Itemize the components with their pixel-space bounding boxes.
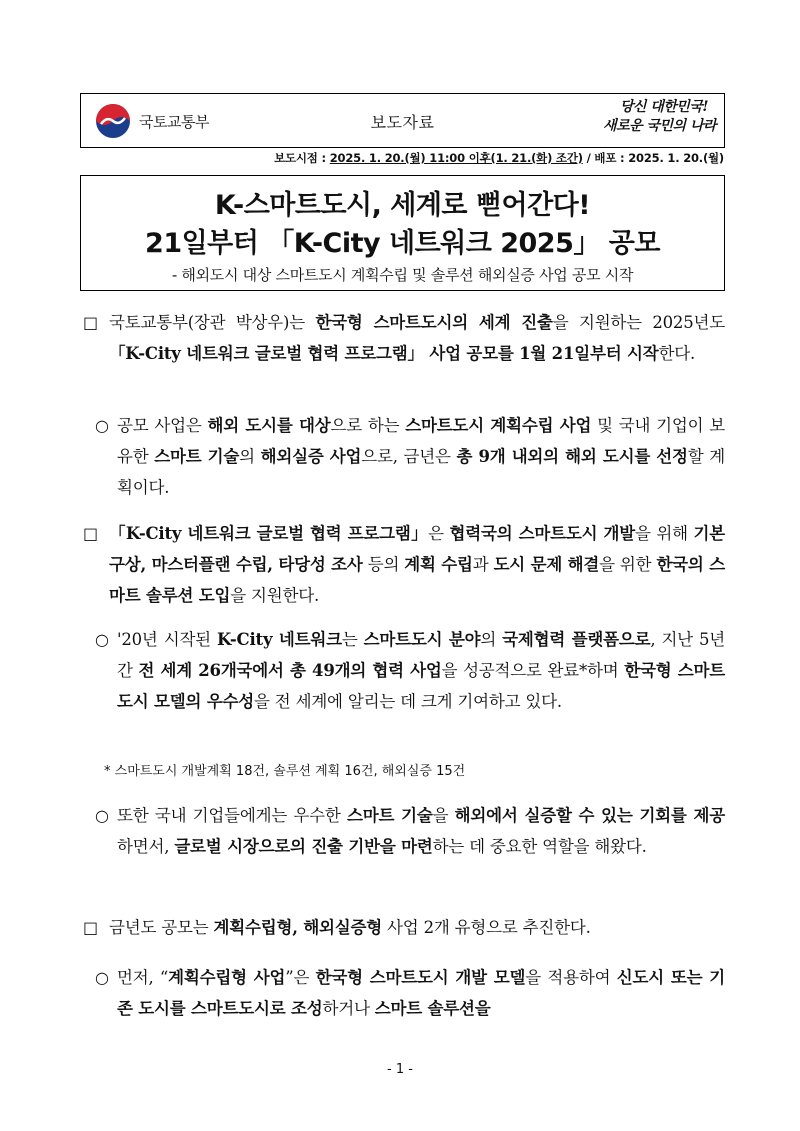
paragraph-1 bbox=[83, 307, 725, 369]
release-label: 보도시점 : bbox=[274, 151, 330, 165]
paragraph-text: 또한 국내 기업들에게는 우수한 스마트 기술을 해외에서 실증할 수 있는 기회를 제공하면서, 글로벌 시장으로의 진출 기반을 마련하는 데 중요한 역할을 해왔다. bbox=[117, 806, 725, 856]
paragraph-text: 「K-City 네트워크 글로벌 협력 프로그램」은 협력국의 스마트도시 개발을 위해 기본구상, 마스터플랜 수립, 타당성 조사 등의 계획 수립과 도시 문제 해결을 위한 한국의 스마트 솔루션 도입을 지원한다. bbox=[109, 524, 725, 605]
paragraph-text: '20년 시작된 K-City 네트워크는 스마트도시 분야의 국제협력 플랫폼으로, 지난 5년간 전 세계 26개국에서 총 49개의 협력 사업을 성공적으로 완료*하며 한국형 스마트도시 모델의 우수성을 전 세계에 알리는 데 크게 기여하고 있다. bbox=[117, 630, 725, 711]
paragraph-text: 금년도 공모는 계획수립형, 해외실증형 사업 2개 유형으로 추진한다. bbox=[109, 918, 591, 937]
footnote: * 스마트도시 개발계획 18건, 솔루션 계획 16건, 해외실증 15건 bbox=[104, 764, 466, 779]
ministry-name: 국토교통부 bbox=[139, 113, 209, 131]
box-bullet-icon: □ bbox=[83, 313, 98, 332]
page-number: - 1 - bbox=[387, 1062, 413, 1077]
circle-bullet-icon: ○ bbox=[95, 968, 109, 987]
paragraph-text: 국토교통부(장관 박상우)는 한국형 스마트도시의 세계 진출을 지원하는 2025년도 「K-City 네트워크 글로벌 협력 프로그램」 사업 공모를 1월 21일부터 시작한다. bbox=[109, 313, 725, 363]
circle-bullet-icon: ○ bbox=[95, 416, 109, 435]
header-box bbox=[80, 93, 725, 148]
box-bullet-icon: □ bbox=[83, 524, 98, 543]
paragraph-2 bbox=[95, 410, 725, 503]
paragraph-5 bbox=[95, 800, 725, 862]
circle-bullet-icon: ○ bbox=[95, 806, 109, 825]
slogan: 당신 대한민국! 새로운 국민의 나라 bbox=[603, 99, 716, 134]
release-info bbox=[274, 150, 724, 166]
box-bullet-icon: □ bbox=[83, 918, 98, 937]
headline-second-line: 21일부터 「K-City 네트워크 2025」 공모 bbox=[145, 228, 660, 259]
paragraph-4 bbox=[95, 624, 725, 717]
subtitle: - 해외도시 대상 스마트도시 계획수립 및 솔루션 해외실증 사업 공모 시작 bbox=[171, 266, 634, 284]
distribution-date: / 배포 : 2025. 1. 20.(월) bbox=[582, 151, 724, 165]
paragraph-text: 먼저, “계획수립형 사업”은 한국형 스마트도시 개발 모델을 적용하여 신도시 또는 기존 도시를 스마트도시로 조성하거나 스마트 솔루션을 bbox=[117, 968, 725, 1018]
paragraph-text: 공모 사업은 해외 도시를 대상으로 하는 스마트도시 계획수립 사업 및 국내 기업이 보유한 스마트 기술의 해외실증 사업으로, 금년은 총 9개 내외의 해외 도시를 선정할 계획이다. bbox=[117, 416, 725, 497]
document-type: 보도자료 bbox=[370, 113, 435, 132]
headline: K-스마트도시, 세계로 뻗어간다! bbox=[214, 190, 591, 221]
paragraph-3 bbox=[83, 518, 725, 611]
title-box bbox=[80, 175, 725, 291]
paragraph-6 bbox=[83, 912, 725, 943]
paragraph-7 bbox=[95, 962, 725, 1024]
release-time: 2025. 1. 20.(월) 11:00 이후(1. 21.(화) 조간) bbox=[329, 151, 583, 165]
circle-bullet-icon: ○ bbox=[95, 630, 109, 649]
